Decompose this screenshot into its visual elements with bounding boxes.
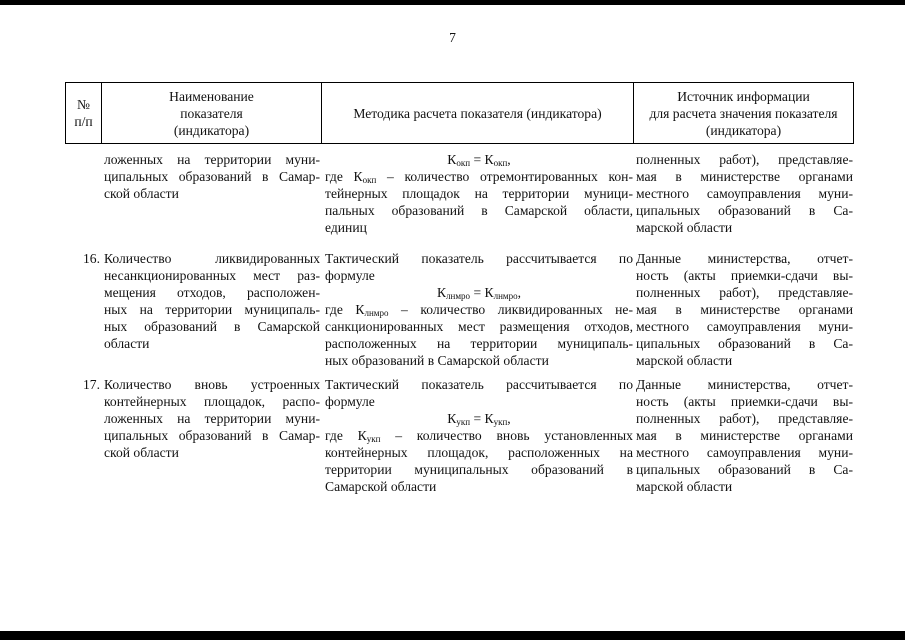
method-line: Самарской области bbox=[325, 479, 437, 494]
source-line: полненных работ), представляе- bbox=[636, 411, 853, 426]
method-text bbox=[325, 376, 633, 495]
source-line: местного самоуправления муни- bbox=[636, 186, 853, 201]
source-line: местного самоуправления муни- bbox=[636, 445, 853, 460]
indicator-name bbox=[104, 376, 320, 461]
method-line: тейнерных площадок на территории муници- bbox=[325, 186, 633, 201]
name-line: ципальных образований в Самар- bbox=[104, 428, 320, 443]
method-line: расположенных на территории муниципаль- bbox=[325, 336, 633, 351]
method-line: Тактический показатель рассчитывается по bbox=[325, 251, 633, 266]
source-text bbox=[636, 151, 853, 236]
source-line: ципальных образований в Са- bbox=[636, 203, 853, 218]
source-line: ципальных образований в Са- bbox=[636, 336, 853, 351]
header-name: Наименование показателя (индикатора) bbox=[101, 82, 321, 144]
source-line: мая в министерстве органами bbox=[636, 169, 853, 184]
source-line: ность (акты приемки-сдачи вы- bbox=[636, 268, 853, 283]
method-text bbox=[325, 151, 633, 236]
name-line: ных образований в Самарской bbox=[104, 319, 320, 334]
method-line: где $К_{окп}$ – количество отремонтированных кон- bbox=[325, 169, 633, 185]
source-line: Данные министерства, отчет- bbox=[636, 377, 853, 392]
source-text bbox=[636, 250, 853, 369]
source-line: мая в министерстве органами bbox=[636, 302, 853, 317]
page-number: 7 bbox=[449, 30, 456, 45]
source-line: местного самоуправления муни- bbox=[636, 319, 853, 334]
name-line: ской области bbox=[104, 445, 179, 460]
name-line: области bbox=[104, 336, 150, 351]
source-line: полненных работ), представляе- bbox=[636, 285, 853, 300]
table-header bbox=[65, 82, 854, 144]
header-number: № п/п bbox=[65, 82, 101, 144]
source-line: марской области bbox=[636, 353, 733, 368]
source-text bbox=[636, 376, 853, 495]
method-line: территории муниципальных образований в bbox=[325, 462, 633, 477]
method-line: санкционированных мест размещения отходов, bbox=[325, 319, 633, 334]
bottom-border-bar bbox=[0, 631, 905, 640]
method-line: Тактический показатель рассчитывается по bbox=[325, 377, 633, 392]
source-line: марской области bbox=[636, 479, 733, 494]
formula: $К_{укп} = К_{укп}$, bbox=[447, 411, 511, 427]
indicator-name bbox=[104, 250, 320, 352]
method-text bbox=[325, 250, 633, 369]
row-number: 17. bbox=[83, 377, 100, 392]
method-line: ных образований в Самарской области bbox=[325, 353, 549, 368]
name-line: мещения отходов, расположен- bbox=[104, 285, 320, 300]
name-line: Количество вновь устроенных bbox=[104, 377, 320, 392]
formula: $К_{лнмро} = К_{лнмро}$, bbox=[436, 285, 522, 301]
name-line: несанкционированных мест раз- bbox=[104, 268, 320, 283]
source-line: мая в министерстве органами bbox=[636, 428, 853, 443]
method-line: единиц bbox=[325, 220, 367, 235]
header-method: Методика расчета показателя (индикатора) bbox=[321, 82, 633, 144]
name-line: ципальных образований в Самар- bbox=[104, 169, 320, 184]
formula: $К_{окп} = К_{окп}$, bbox=[447, 152, 511, 168]
name-line: ложенных на территории муни- bbox=[104, 411, 320, 426]
top-border-bar bbox=[0, 0, 905, 5]
name-line: контейнерных площадок, распо- bbox=[104, 394, 320, 409]
name-line: ложенных на территории муни- bbox=[104, 152, 320, 167]
source-line: марской области bbox=[636, 220, 733, 235]
method-line: пальных образований в Самарской области, bbox=[325, 203, 633, 218]
method-line: формуле bbox=[325, 268, 375, 283]
method-line: где $К_{укп}$ – количество вновь установленных bbox=[325, 428, 633, 444]
indicator-name bbox=[104, 151, 320, 202]
method-line: формуле bbox=[325, 394, 375, 409]
source-line: Данные министерства, отчет- bbox=[636, 251, 853, 266]
method-line: контейнерных площадок, расположенных на bbox=[325, 445, 633, 460]
method-line: где $К_{лнмро}$ – количество ликвидированных не- bbox=[325, 302, 633, 318]
name-line: Количество ликвидированных bbox=[104, 251, 320, 266]
source-line: ность (акты приемки-сдачи вы- bbox=[636, 394, 853, 409]
row-number: 16. bbox=[83, 251, 100, 266]
name-line: ных на территории муниципаль- bbox=[104, 302, 320, 317]
source-line: ципальных образований в Са- bbox=[636, 462, 853, 477]
source-line: полненных работ), представляе- bbox=[636, 152, 853, 167]
header-source: Источник информации для расчета значения показателя (индикатора) bbox=[633, 82, 854, 144]
name-line: ской области bbox=[104, 186, 179, 201]
